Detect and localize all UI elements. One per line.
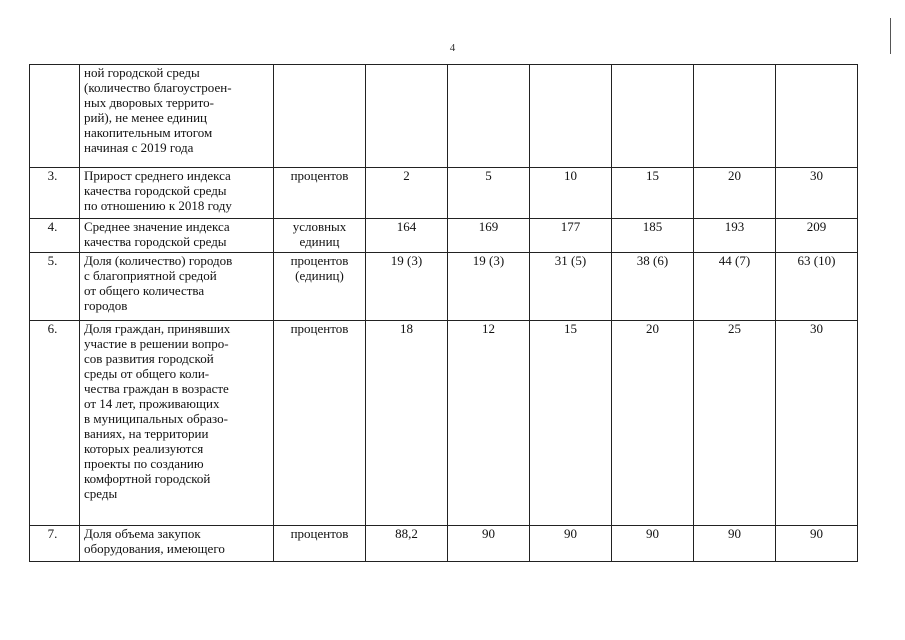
value-cell	[612, 219, 694, 253]
indicator-name-line: которых реализуются	[84, 441, 204, 456]
value-cell	[694, 168, 776, 219]
indicator-name-cell	[80, 253, 274, 321]
table-row	[30, 168, 858, 219]
value-cell	[530, 168, 612, 219]
value-text: 88,2	[395, 526, 418, 541]
indicator-name-line: рий), не менее единиц	[84, 110, 208, 125]
value-cell	[612, 321, 694, 526]
indicator-name-line: начиная с 2019 года	[84, 140, 194, 155]
value-text: 164	[396, 219, 417, 234]
value-cell	[776, 219, 858, 253]
value-text: 15	[564, 321, 577, 336]
value-text: 193	[724, 219, 745, 234]
indicators-table	[29, 64, 858, 562]
value-text: 25	[728, 321, 741, 336]
value-cell	[366, 526, 448, 562]
value-text: 169	[478, 219, 499, 234]
table-row	[30, 253, 858, 321]
indicator-name-line: чества граждан в возрасте	[84, 381, 229, 396]
value-text: 2	[403, 168, 410, 183]
row-number: 4.	[30, 219, 80, 253]
value-text: 15	[646, 168, 659, 183]
value-cell	[448, 219, 530, 253]
value-cell	[776, 321, 858, 526]
value-cell	[366, 65, 448, 168]
indicator-name-line: качества городской среды	[84, 234, 227, 249]
value-cell	[530, 526, 612, 562]
unit-cell	[274, 219, 366, 253]
indicator-name-line: ваниях, на территории	[84, 426, 209, 441]
indicator-name-line: ных дворовых террито-	[84, 95, 214, 110]
unit-cell	[274, 168, 366, 219]
indicator-name-line: от общего количества	[84, 283, 205, 298]
indicator-name-line: среды от общего коли-	[84, 366, 210, 381]
value-cell	[448, 65, 530, 168]
value-text: 177	[560, 219, 581, 234]
value-cell	[612, 65, 694, 168]
value-text: 31 (5)	[554, 253, 587, 268]
value-cell	[776, 168, 858, 219]
value-cell	[776, 65, 858, 168]
indicator-name-line: Доля (количество) городов	[84, 253, 233, 268]
value-text: 10	[564, 168, 577, 183]
indicator-name-line: в муниципальных образо-	[84, 411, 228, 426]
indicator-name-line: оборудования, имеющего	[84, 541, 225, 556]
indicator-name-line: Среднее значение индекса	[84, 219, 230, 234]
value-text: 90	[810, 526, 823, 541]
indicator-name-line: качества городской среды	[84, 183, 227, 198]
unit-line: процентов	[290, 168, 349, 183]
value-cell	[530, 321, 612, 526]
value-text: 20	[646, 321, 659, 336]
unit-line: условных	[292, 219, 347, 234]
value-cell	[366, 168, 448, 219]
value-cell	[612, 253, 694, 321]
value-text: 19 (3)	[390, 253, 423, 268]
indicator-name-line: Доля граждан, принявших	[84, 321, 231, 336]
value-cell	[366, 321, 448, 526]
indicator-name-line: городов	[84, 298, 128, 313]
value-text: 63 (10)	[797, 253, 836, 268]
indicator-name-cell	[80, 219, 274, 253]
value-text: 90	[564, 526, 577, 541]
unit-line: процентов	[290, 526, 349, 541]
indicator-name-cell	[80, 168, 274, 219]
row-number: 6.	[30, 321, 80, 526]
indicator-name-line: Прирост среднего индекса	[84, 168, 231, 183]
unit-cell	[274, 253, 366, 321]
value-cell	[366, 253, 448, 321]
indicator-name-line: ной городской среды	[84, 65, 200, 80]
value-text: 18	[400, 321, 413, 336]
value-cell	[612, 168, 694, 219]
value-text: 44 (7)	[718, 253, 751, 268]
value-cell	[612, 526, 694, 562]
table-row	[30, 219, 858, 253]
value-text: 30	[810, 321, 823, 336]
indicator-name-line: по отношению к 2018 году	[84, 198, 232, 213]
value-text: 185	[642, 219, 663, 234]
unit-line: процентов	[290, 321, 349, 336]
table-body	[30, 65, 858, 562]
indicator-name-line: от 14 лет, проживающих	[84, 396, 220, 411]
unit-line: единиц	[299, 234, 340, 249]
table-row	[30, 321, 858, 526]
unit-cell	[274, 321, 366, 526]
value-cell	[448, 253, 530, 321]
value-text: 12	[482, 321, 495, 336]
indicator-name-line: Доля объема закупок	[84, 526, 201, 541]
value-cell	[694, 219, 776, 253]
value-cell	[530, 65, 612, 168]
indicator-name-line: комфортной городской	[84, 471, 211, 486]
value-cell	[448, 526, 530, 562]
unit-cell	[274, 65, 366, 168]
row-number: 7.	[30, 526, 80, 562]
unit-cell	[274, 526, 366, 562]
indicator-name-cell	[80, 321, 274, 526]
value-cell	[448, 168, 530, 219]
table-row	[30, 65, 858, 168]
indicator-name-line: сов развития городской	[84, 351, 214, 366]
value-cell	[366, 219, 448, 253]
value-cell	[694, 253, 776, 321]
value-cell	[530, 219, 612, 253]
page-number: 4	[449, 42, 456, 54]
value-text: 90	[728, 526, 741, 541]
indicator-name-line: накопительным итогом	[84, 125, 213, 140]
row-number: 3.	[30, 168, 80, 219]
indicator-name-cell	[80, 526, 274, 562]
value-cell	[776, 253, 858, 321]
value-cell	[694, 65, 776, 168]
value-cell	[694, 321, 776, 526]
indicator-name-line: среды	[84, 486, 118, 501]
value-text: 19 (3)	[472, 253, 505, 268]
scan-edge-line	[890, 18, 891, 54]
value-cell	[530, 253, 612, 321]
value-cell	[776, 526, 858, 562]
indicator-name-line: с благоприятной средой	[84, 268, 217, 283]
value-text: 30	[810, 168, 823, 183]
value-text: 5	[485, 168, 492, 183]
unit-line: (единиц)	[295, 268, 344, 283]
indicator-name-line: участие в решении вопро-	[84, 336, 229, 351]
value-cell	[448, 321, 530, 526]
value-text: 20	[728, 168, 741, 183]
value-text: 38 (6)	[636, 253, 669, 268]
unit-line: процентов	[290, 253, 349, 268]
value-text: 90	[646, 526, 659, 541]
indicator-name-line: (количество благоустроен-	[84, 80, 232, 95]
value-cell	[694, 526, 776, 562]
row-number	[30, 65, 80, 168]
row-number: 5.	[30, 253, 80, 321]
value-text: 90	[482, 526, 495, 541]
table-row	[30, 526, 858, 562]
value-text: 209	[806, 219, 827, 234]
indicator-name-cell	[80, 65, 274, 168]
indicator-name-line: проекты по созданию	[84, 456, 204, 471]
